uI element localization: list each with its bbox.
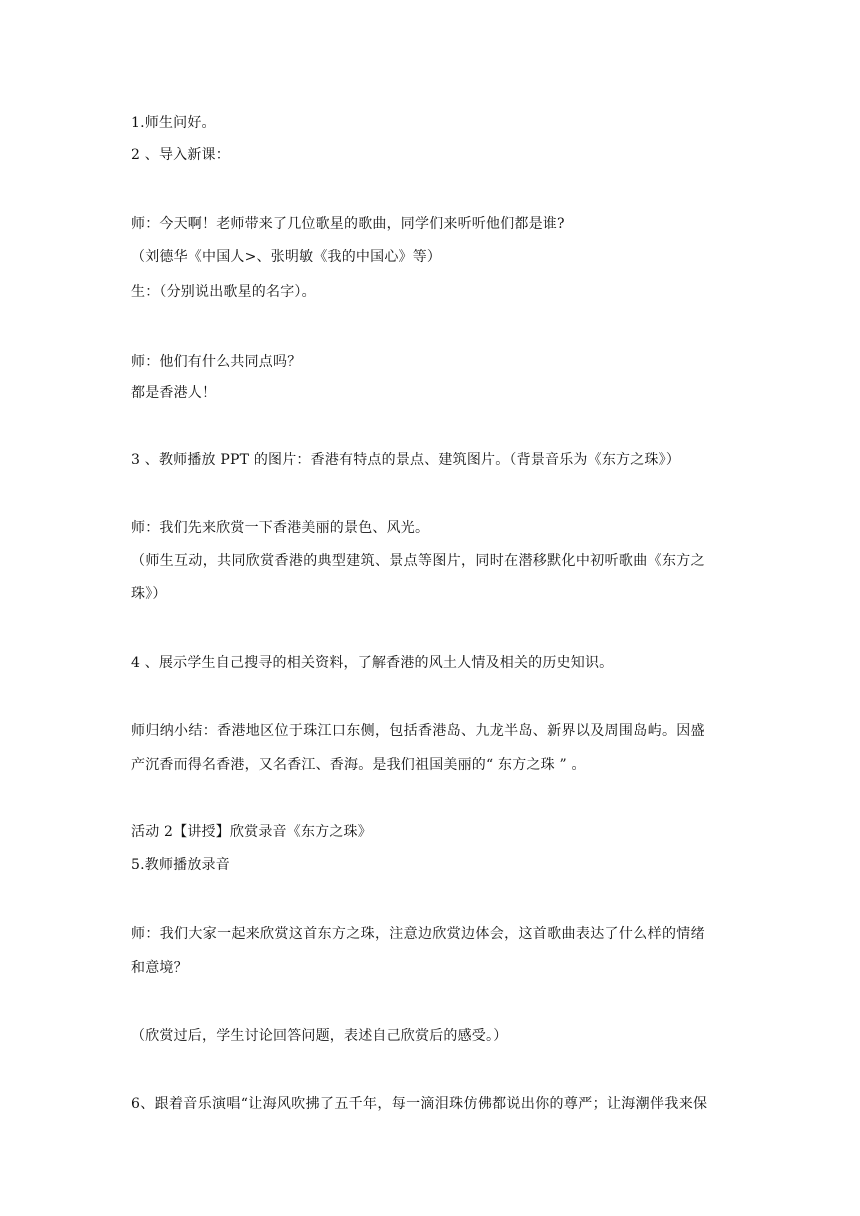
greeting-step: 1.师生问好。 [131, 115, 216, 131]
teacher-question-singers: 师：今天啊！老师带来了几位歌星的歌曲，同学们来听听他们都是谁? [131, 216, 565, 232]
interaction-note-line2: 珠》） [131, 586, 167, 602]
interaction-note-line1: （师生互动，共同欣赏香港的典型建筑、景点等图片，同时在潜移默化中初听歌曲《东方之 [131, 553, 705, 569]
teacher-listen-line2: 和意境？ [131, 960, 188, 976]
summary-line2: 产沉香而得名香港，又名香江、香海。是我们祖国美丽的“ 东方之珠 ” 。 [131, 757, 586, 773]
singer-examples-note: （刘德华《中国人>、张明敏《我的中国心》等） [131, 249, 442, 265]
discussion-note: （欣赏过后，学生讨论回答问题，表述自己欣赏后的感受。） [131, 1028, 508, 1044]
ppt-step: 3 、教师播放 PPT 的图片：香港有特点的景点、建筑图片。（背景音乐为《东方之珠》） [131, 452, 681, 468]
intro-step-heading: 2 、导入新课： [131, 147, 230, 163]
sing-along-step: 6、跟着音乐演唱“让海风吹拂了五千年，每一滴泪珠仿佛都说出你的尊严；让海潮伴我来保 [131, 1096, 708, 1112]
materials-step: 4 、展示学生自己搜寻的相关资料，了解香港的风土人情及相关的历史知识。 [131, 655, 614, 671]
teacher-listen-line1: 师：我们大家一起来欣赏这首东方之珠，注意边欣赏边体会，这首歌曲表达了什么样的情绪 [131, 926, 705, 942]
answer-hongkong: 都是香港人！ [131, 385, 217, 401]
activity-2-heading: 活动 2【讲授】欣赏录音《东方之珠》 [131, 824, 372, 840]
recording-step: 5.教师播放录音 [131, 857, 230, 873]
teacher-question-common: 师：他们有什么共同点吗？ [131, 354, 302, 370]
student-response: 生：（分别说出歌星的名字）。 [131, 284, 316, 300]
teacher-scenery: 师：我们先来欣赏一下香港美丽的景色、风光。 [131, 520, 430, 536]
summary-line1: 师归纳小结：香港地区位于珠江口东侧，包括香港岛、九龙半岛、新界以及周围岛屿。因盛 [131, 723, 705, 739]
